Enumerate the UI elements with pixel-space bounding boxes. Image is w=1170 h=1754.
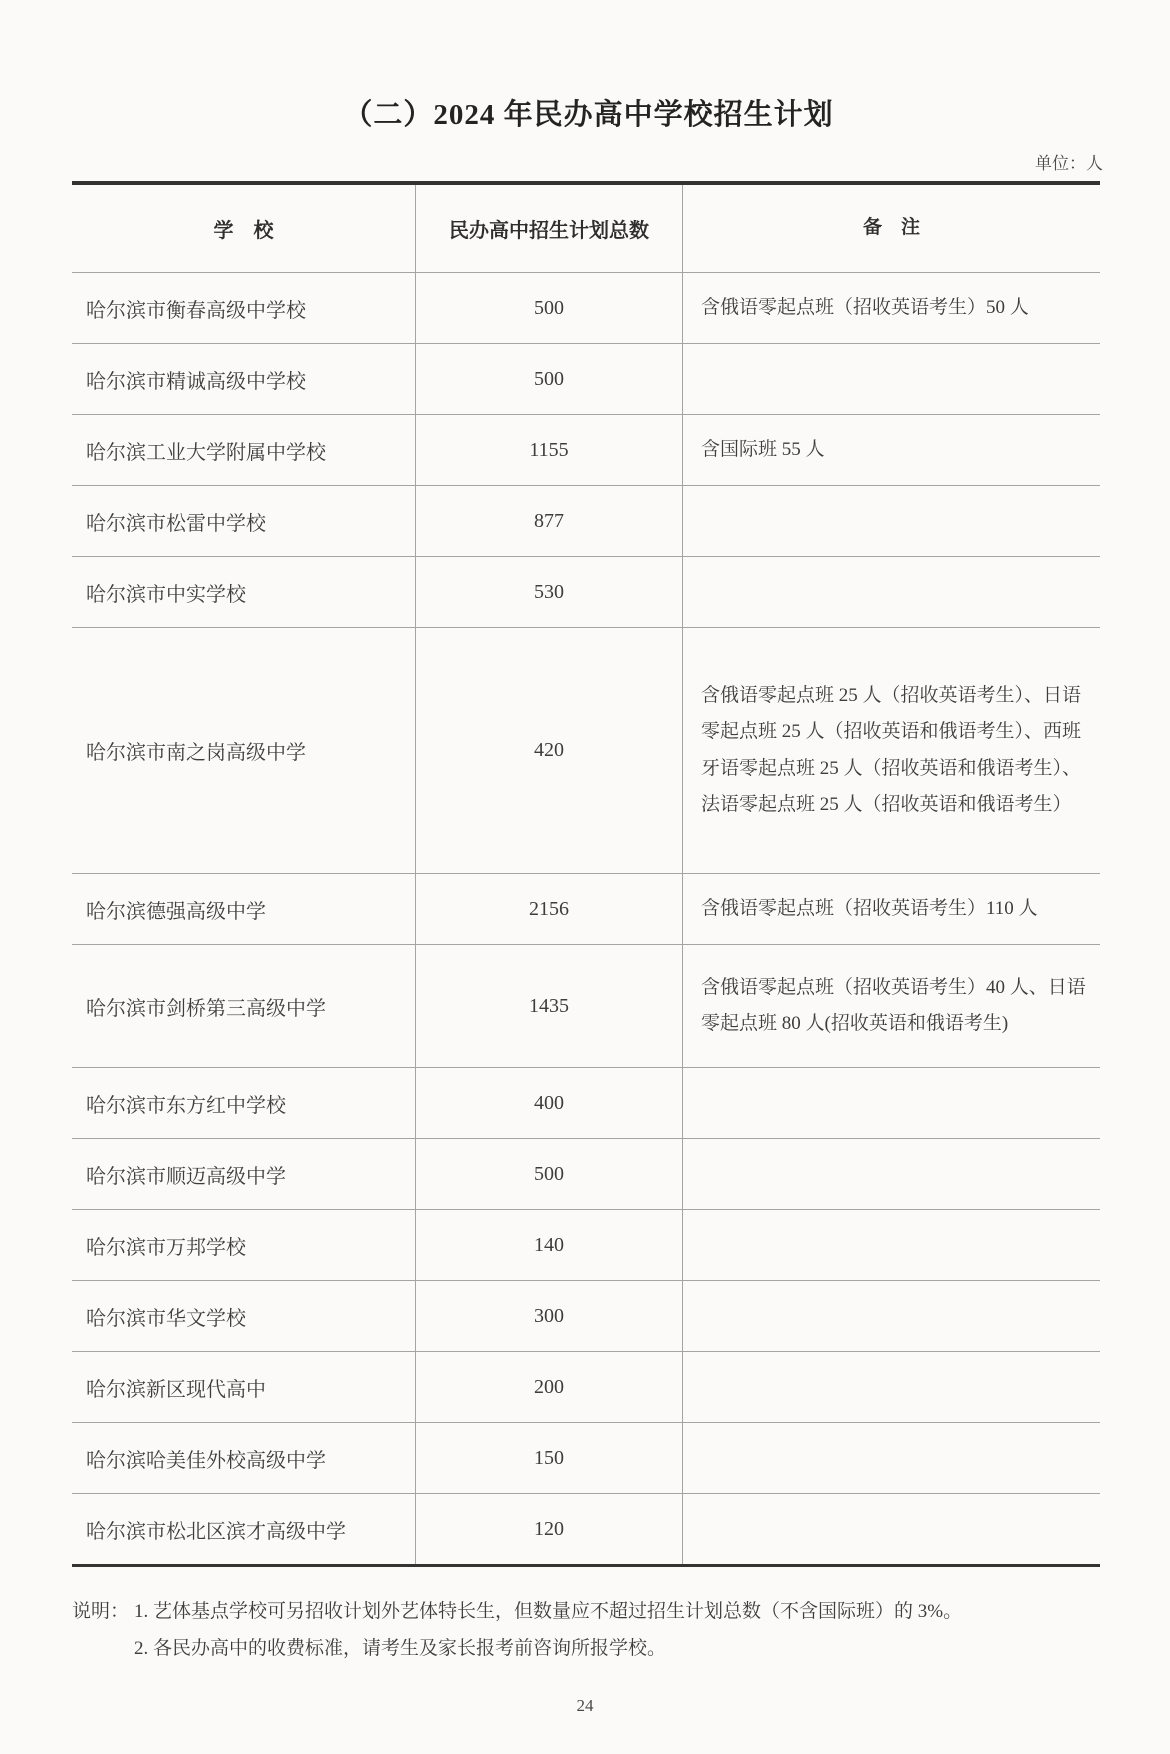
school-name-cell: 哈尔滨市精诚高级中学校 [72, 344, 416, 414]
total-cell: 400 [416, 1068, 683, 1138]
remark-cell [683, 486, 1100, 556]
remark-cell: 含俄语零起点班（招收英语考生）40 人、日语零起点班 80 人(招收英语和俄语考生) [701, 976, 1086, 1034]
table-row [72, 415, 1100, 486]
table-row [72, 1281, 1100, 1352]
school-name-cell: 哈尔滨市中实学校 [72, 557, 416, 627]
table-header-row [72, 185, 1100, 273]
school-name-cell: 哈尔滨市万邦学校 [72, 1210, 416, 1280]
header-total: 民办高中招生计划总数 [416, 185, 683, 272]
school-name-cell: 哈尔滨市南之岗高级中学 [72, 628, 416, 873]
total-cell: 150 [416, 1423, 683, 1493]
total-cell: 420 [416, 628, 683, 873]
school-name-cell: 哈尔滨市顺迈高级中学 [72, 1139, 416, 1209]
total-cell: 500 [416, 273, 683, 343]
footnotes-label: 说明： [72, 1601, 130, 1622]
total-cell: 877 [416, 486, 683, 556]
footnotes-body [134, 1593, 1102, 1667]
table-row [72, 486, 1100, 557]
school-name-cell: 哈尔滨工业大学附属中学校 [72, 415, 416, 485]
school-name-cell: 哈尔滨市华文学校 [72, 1281, 416, 1351]
school-name-cell: 哈尔滨市松北区滨才高级中学 [72, 1494, 416, 1564]
total-cell: 200 [416, 1352, 683, 1422]
remark-cell: 含俄语零起点班（招收英语考生）110 人 [701, 897, 1038, 919]
page-title: （二）2024 年民办高中学校招生计划 [343, 99, 834, 131]
table-row [72, 1423, 1100, 1494]
total-cell: 1155 [416, 415, 683, 485]
header-remark: 备 注 [862, 217, 920, 239]
table-row [72, 1352, 1100, 1423]
page-number: 24 [576, 1696, 594, 1715]
remark-cell: 含俄语零起点班 25 人（招收英语考生）、日语零起点班 25 人（招收英语和俄语考生）、西班牙语零起点班 25 人（招收英语和俄语考生）、法语零起点班 25 人（招收英语和俄语考生） [701, 685, 1082, 815]
total-cell: 140 [416, 1210, 683, 1280]
total-cell: 530 [416, 557, 683, 627]
footnote-item: 2. 各民办高中的收费标准，请考生及家长报考前咨询所报学校。 [134, 1638, 667, 1660]
school-name-cell: 哈尔滨市衡春高级中学校 [72, 273, 416, 343]
remark-cell [683, 1281, 1100, 1351]
school-name-cell: 哈尔滨市松雷中学校 [72, 486, 416, 556]
total-cell: 120 [416, 1494, 683, 1564]
table-row [72, 874, 1100, 945]
remark-cell [683, 1494, 1100, 1564]
school-name-cell: 哈尔滨德强高级中学 [72, 874, 416, 944]
remark-cell [683, 344, 1100, 414]
table-row [72, 945, 1100, 1068]
school-name-cell: 哈尔滨市东方红中学校 [72, 1068, 416, 1138]
school-name-cell: 哈尔滨新区现代高中 [72, 1352, 416, 1422]
school-name-cell: 哈尔滨哈美佳外校高级中学 [72, 1423, 416, 1493]
footnote-item: 1. 艺体基点学校可另招收计划外艺体特长生，但数量应不超过招生计划总数（不含国际班）的 3%。 [134, 1601, 963, 1622]
remark-cell: 含俄语零起点班（招收英语考生）50 人 [701, 296, 1029, 318]
header-school: 学 校 [72, 185, 416, 272]
remark-cell [683, 1423, 1100, 1493]
table-row [72, 344, 1100, 415]
table-row [72, 628, 1100, 874]
table-row [72, 1139, 1100, 1210]
table-row [72, 273, 1100, 344]
table-row [72, 1068, 1100, 1139]
remark-cell: 含国际班 55 人 [701, 438, 825, 460]
enrollment-table [72, 181, 1100, 1567]
table-row [72, 1494, 1100, 1564]
remark-cell [683, 1068, 1100, 1138]
remark-cell [683, 557, 1100, 627]
remark-cell [683, 1352, 1100, 1422]
total-cell: 2156 [416, 874, 683, 944]
total-cell: 500 [416, 344, 683, 414]
school-name-cell: 哈尔滨市剑桥第三高级中学 [72, 945, 416, 1067]
total-cell: 300 [416, 1281, 683, 1351]
unit-label: 单位：人 [1035, 154, 1103, 173]
total-cell: 500 [416, 1139, 683, 1209]
total-cell: 1435 [416, 945, 683, 1067]
remark-cell [683, 1210, 1100, 1280]
remark-cell [683, 1139, 1100, 1209]
table-row [72, 1210, 1100, 1281]
table-row [72, 557, 1100, 628]
footnotes [72, 1593, 1102, 1667]
